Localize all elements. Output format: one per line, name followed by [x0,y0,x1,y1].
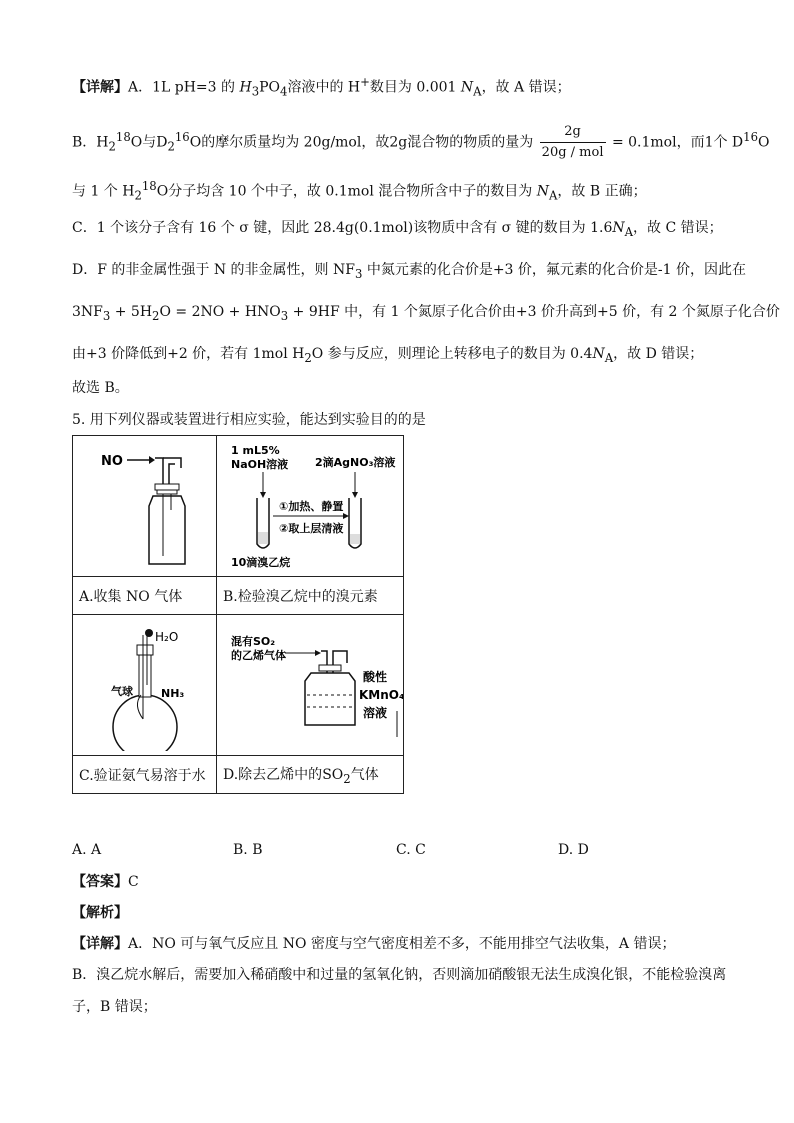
question-5: 5. 用下列仪器或装置进行相应实验，能达到实验目的的是 [72,412,426,428]
svg-text:1 mL5%: 1 mL5% [231,444,280,457]
diagram-d [217,615,404,756]
explanation-a: 【详解】A．1L pH=3 的 $H_3PO_4$溶液中的 H+数目为 0.001 $N_A$，故 A 错误； [72,75,571,99]
svg-text:混有SO₂: 混有SO₂ [231,635,276,648]
answer: 【答案】C [72,874,139,890]
caption-c: C.验证氨气易溶于水 [73,756,217,794]
svg-text:NaOH溶液: NaOH溶液 [231,458,289,471]
svg-text:NH₃: NH₃ [161,687,185,700]
diagram-a [73,436,217,577]
caption-b: B.检验溴乙烷中的溴元素 [217,577,404,615]
svg-text:气球: 气球 [111,685,133,698]
analysis-b-line2: 子，B 错误； [72,999,157,1015]
analysis-b-line1: B．溴乙烷水解后，需要加入稀硝酸中和过量的氢氧化钠，否则滴加硝酸银无法生成溴化银，不能检验溴离 [72,967,727,983]
svg-text:2滴AgNO₃溶液: 2滴AgNO₃溶液 [315,456,396,469]
explanation-b-line1: B．$H_2^{18}O$与$D_2^{16}O$的摩尔质量均为 20g/mol，故2g混合物的物质的量为 $\frac{2g}{\text{20g / mol}}$ = 0.1mol，而1个 $D^{16}O$ [72,122,770,163]
fraction: $\frac{2g}{\text{20g / mol}}$ [541,124,604,160]
explanation-b-line2: 与 1 个 $H_2^{18}O$分子均含 10 个中子，故 0.1mol 混合物所含中子的数目为 $N_A$，故 B 正确； [72,179,647,203]
svg-text:10滴溴乙烷: 10滴溴乙烷 [231,556,291,569]
svg-text:NO: NO [101,454,123,469]
svg-text:①加热、静置: ①加热、静置 [279,500,344,513]
explanation-d-line3: 由+3 价降低到+2 价，若有 1mol $H_2O$ 参与反应，则理论上转移电子的数目为 $0.4N_A$，故 D 错误； [72,346,704,365]
explanation-d-line1: D．F 的非金属性强于 N 的非金属性，则 $NF_3$ 中氮元素的化合价是+3 价，氟元素的化合价是-1 价，因此在 [72,262,746,281]
caption-d: D.除去乙烯中的$SO_2$气体 [217,756,404,794]
svg-text:H₂O: H₂O [155,630,179,644]
option-c[interactable]: C. C [396,842,426,858]
caption-a: A.收集 NO 气体 [73,577,217,615]
svg-text:②取上层清液: ②取上层清液 [279,522,344,535]
svg-text:的乙烯气体: 的乙烯气体 [231,649,286,662]
diagram-c [73,615,217,756]
svg-text:KMnO₄: KMnO₄ [359,688,403,702]
svg-text:酸性: 酸性 [363,670,388,684]
option-a[interactable]: A. A [72,842,102,858]
explanation-c: C．1 个该分子含有 16 个 σ 键，因此 28.4g(0.1mol)该物质中含有 σ 键的数目为 $1.6N_A$，故 C 错误； [72,220,723,239]
conclusion: 故选 B。 [72,380,129,396]
analysis-a: 【详解】A．NO 可与氧气反应且 NO 密度与空气密度相差不多，不能用排空气法收集，A 错误； [72,936,676,952]
diagram-b [217,436,404,577]
experiment-table [72,435,404,794]
equation-line: $3NF_3 + 5H_2O = 2NO + HNO_3 + 9HF$ 中，有 1 个氮原子化合价由+3 价升高到+5 价，有 2 个氮原子化合价 [72,304,780,323]
svg-text:溶液: 溶液 [363,706,388,720]
option-b[interactable]: B. B [233,842,263,858]
analysis-heading: 【解析】 [72,905,128,921]
option-d[interactable]: D. D [558,842,589,858]
